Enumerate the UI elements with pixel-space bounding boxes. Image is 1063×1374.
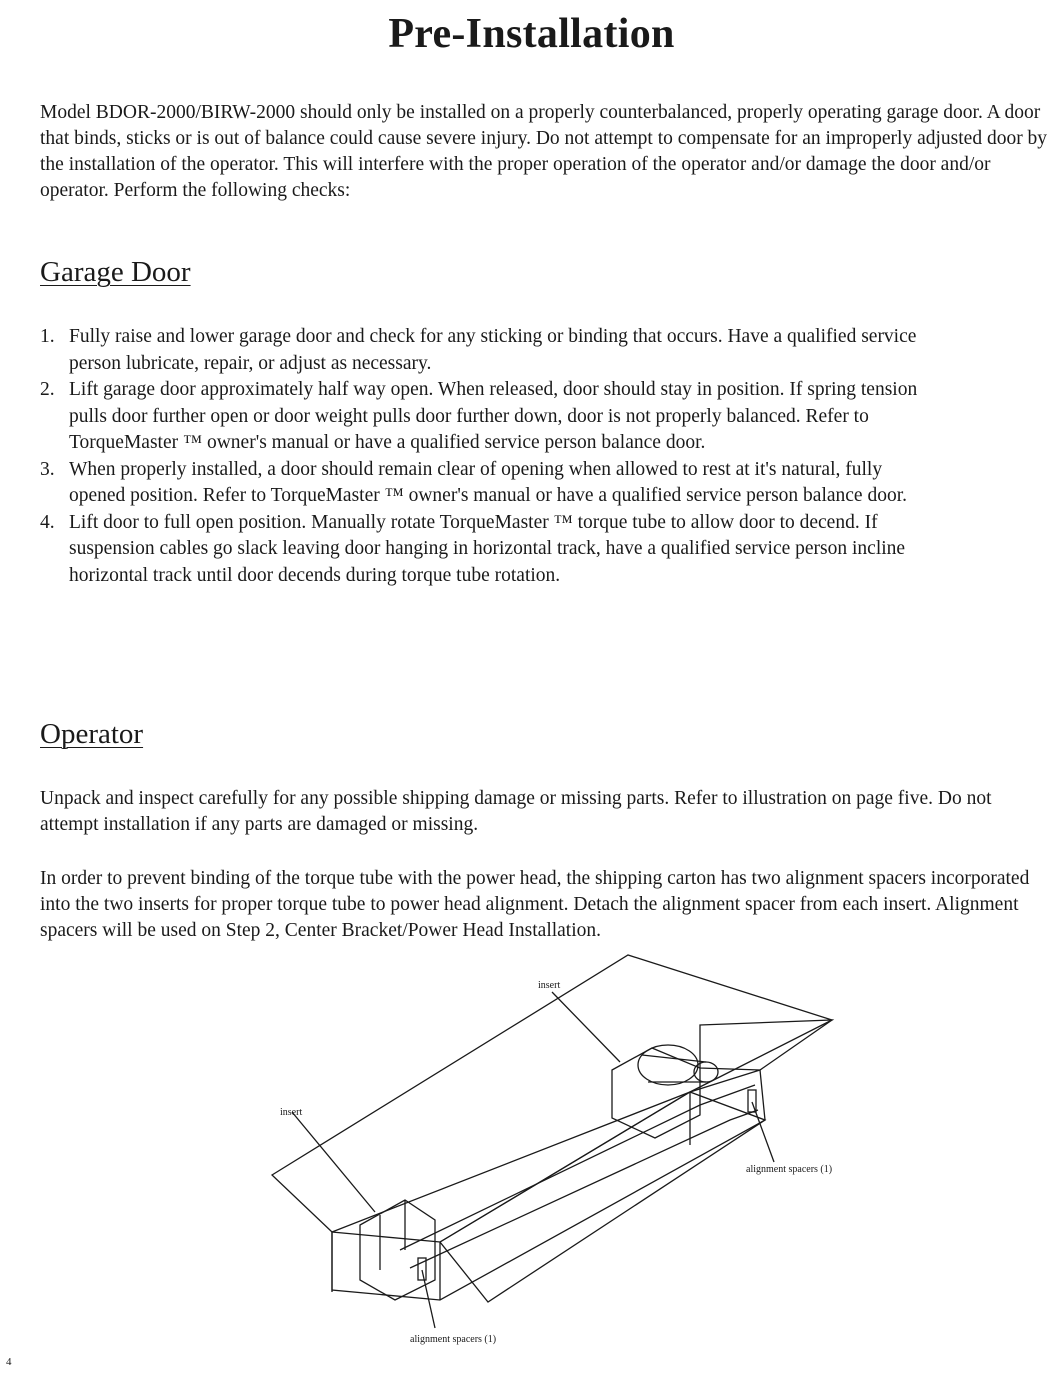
leader-line-insert-top [552, 992, 620, 1062]
carton-right-flap [700, 1020, 832, 1070]
list-item-number: 4. [40, 511, 55, 533]
garage-door-checklist [40, 324, 940, 589]
carton-front-flap [440, 1092, 765, 1302]
label-spacers-right: alignment spacers (1) [746, 1164, 833, 1175]
carton-inner-edge [400, 1085, 755, 1250]
unpack-paragraph: Unpack and inspect carefully for any possible shipping damage or missing parts. Refer to illustration on page five. Do not attempt installation if any parts are damaged or missing. [40, 788, 992, 835]
list-item-text: Fully raise and lower garage door and check for any sticking or binding that occurs. Have a qualified service person lubricate, repair, or adjust as necessary. [69, 326, 917, 374]
list-item-number: 2. [40, 379, 55, 400]
list-item-text: Lift garage door approximately half way open. When released, door should stay in position. If spring tension pulls door further open or door weight pulls door further down, door is not properly balanced. Refer to TorqueMaster ™ owner's manual or have a qualified service person balance door. [69, 379, 918, 453]
list-item-text: When properly installed, a door should remain clear of opening when allowed to rest at it's natural, fully opened position. Refer to TorqueMaster ™ owner's manual or have a qualified service person balance door. [69, 458, 908, 506]
page-title: Pre-Installation [388, 11, 675, 57]
list-item-number: 3. [40, 458, 55, 480]
label-insert-top: insert [538, 980, 561, 991]
label-insert-left: insert [280, 1107, 303, 1118]
power-head-motor [638, 1045, 698, 1085]
alignment-paragraph: In order to prevent binding of the torque tube with the power head, the shipping carton has two alignment spacers incorporated into the two inserts for proper torque tube to power head alignment. Detach the alignment spacer from each insert. Alignment spacers will be used on Step 2, Center Bracket/Power Head Installation. [40, 868, 1030, 941]
list-item [40, 324, 940, 377]
power-head-cap [694, 1062, 718, 1082]
list-item-number: 1. [40, 326, 55, 347]
list-item [40, 510, 940, 590]
leader-line-spacers-right [752, 1102, 774, 1162]
list-item [40, 377, 940, 457]
page-number: 4 [6, 1356, 12, 1368]
label-spacers-bottom: alignment spacers (1) [410, 1334, 497, 1345]
operator-heading: Operator [40, 718, 144, 750]
list-item-text: Lift door to full open position. Manually rotate TorqueMaster ™ torque tube to allow door to decend. If suspension cables go slack leaving door hanging in horizontal track, have a qualified service person incline horizontal track until door decends during torque tube rotation. [69, 511, 906, 586]
garage-door-heading: Garage Door [40, 256, 191, 288]
carton-drawing [260, 950, 900, 1360]
intro-paragraph: Model BDOR-2000/BIRW-2000 should only be installed on a properly counterbalanced, properly operating garage door. A door that binds, sticks or is out of balance could cause severe injury. Do not attempt to compensate for an improperly adjusted door by the installation of the operator. This will interfere with the proper operation of the operator and/or damage the door and/or operator. Perform the following checks: [40, 102, 1048, 201]
left-insert [360, 1200, 435, 1300]
list-item [40, 457, 940, 510]
leader-line-insert-left [292, 1112, 375, 1212]
shipping-carton-illustration [260, 950, 900, 1360]
